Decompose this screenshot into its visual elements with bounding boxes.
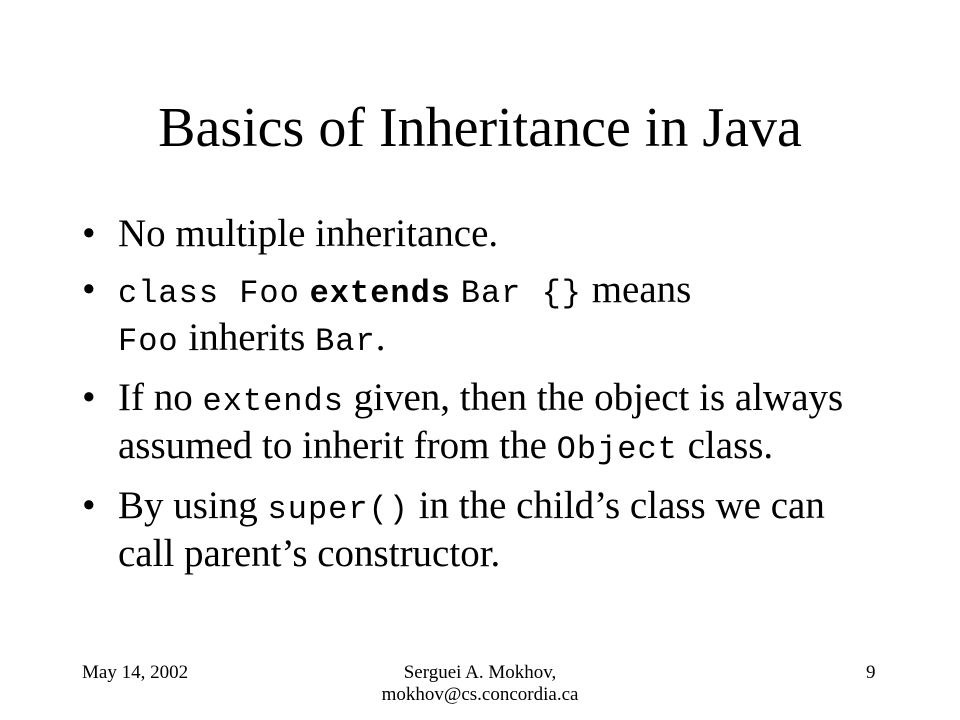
bullet-text: given, then the object is always assumed to inherit from the <box>118 376 844 467</box>
bullet-icon: • <box>82 484 96 527</box>
bullet-text: . <box>375 316 386 359</box>
code-object: Object <box>556 431 678 468</box>
bullet-text: class. <box>687 424 774 467</box>
bullet-item-no-multiple-inheritance <box>82 212 882 256</box>
bullet-item-no-extends <box>82 376 882 472</box>
bullet-text: in the child’s class we can call parent’s constructor. <box>118 484 825 575</box>
code-extends-keyword: extends <box>309 275 451 312</box>
code-bar-braces: Bar {} <box>460 275 582 312</box>
bullet-item-extends-example <box>82 268 882 364</box>
code-foo: Foo <box>118 323 179 360</box>
footer-author-email: mokhov@cs.concordia.ca <box>381 684 579 705</box>
code-extends: extends <box>202 383 344 420</box>
footer-date: May 14, 2002 <box>82 662 189 683</box>
bullet-icon: • <box>82 212 96 255</box>
code-bar: Bar <box>315 323 376 360</box>
bullet-text: No multiple inheritance. <box>118 212 499 255</box>
slide-title: Basics of Inheritance in Java <box>158 97 802 159</box>
footer-author-name: Serguei A. Mokhov, <box>403 662 557 683</box>
bullet-icon: • <box>82 268 96 311</box>
bullet-list <box>82 212 882 588</box>
code-class-foo: class Foo <box>118 275 300 312</box>
footer-author <box>360 662 600 706</box>
bullet-text: means <box>591 268 692 311</box>
code-super: super() <box>267 491 409 528</box>
bullet-item-super <box>82 484 882 576</box>
bullet-text: By using <box>118 484 258 527</box>
bullet-text: inherits <box>188 316 306 359</box>
bullet-text: If no <box>118 376 193 419</box>
bullet-icon: • <box>82 376 96 419</box>
footer-page-number: 9 <box>866 662 876 683</box>
